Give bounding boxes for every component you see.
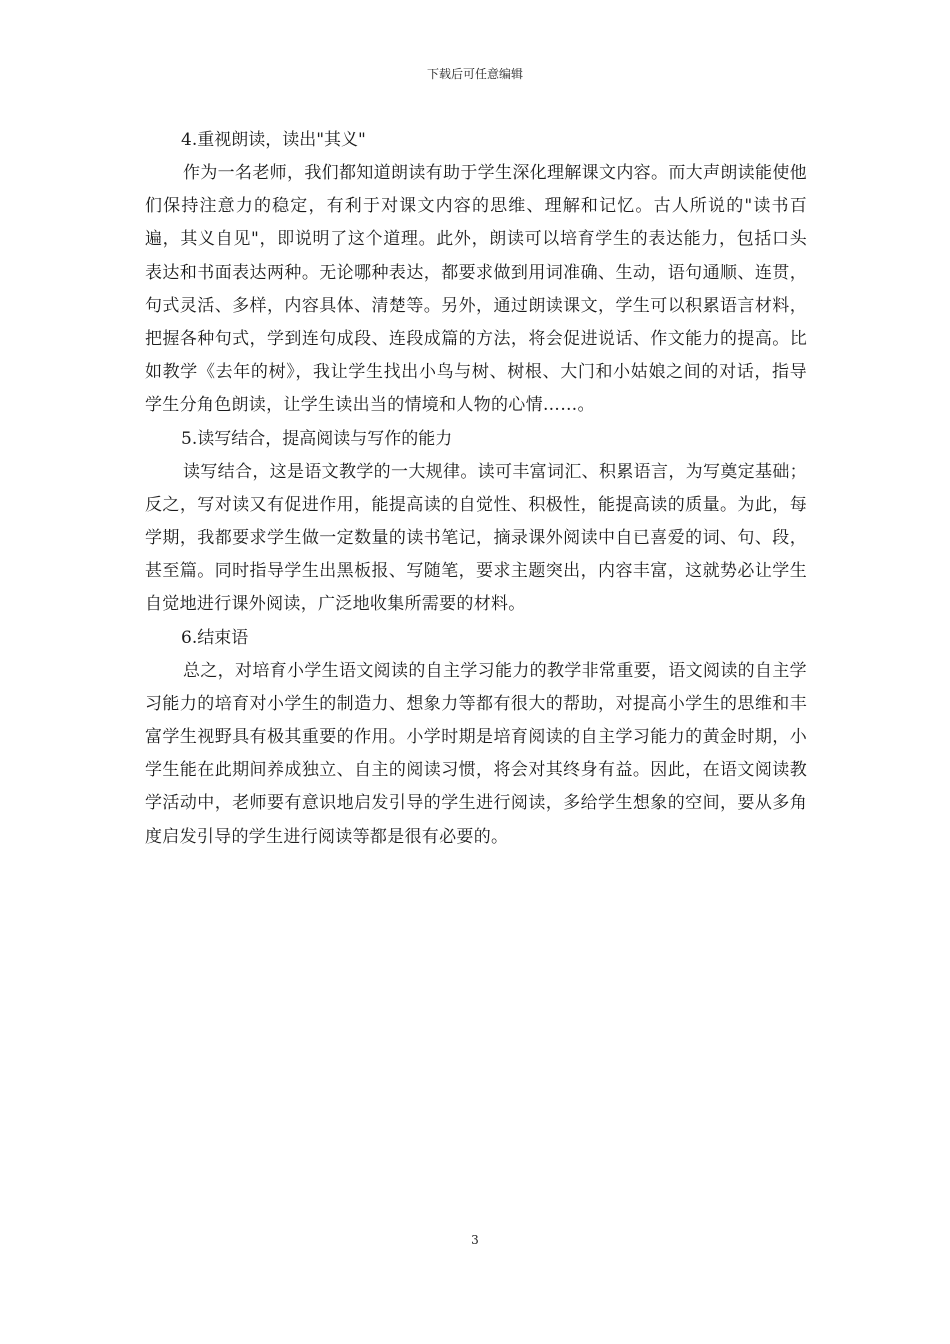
section-heading: 4.重视朗读，读出"其义"	[181, 130, 366, 150]
document-body	[145, 124, 807, 854]
section-paragraph: 总之，对培育小学生语文阅读的自主学习能力的教学非常重要，语文阅读的自主学习能力的培育对小学生的制造力、想象力等都有很大的帮助，对提高小学生的思维和丰富学生视野具有极其重要的作用。小学时期是培育阅读的自主学习能力的黄金时期，小学生能在此期间养成独立、自主的阅读习惯，将会对其终身有益。因此，在语文阅读教学活动中，老师要有意识地启发引导的学生进行阅读，多给学生想象的空间，要从多角度启发引导的学生进行阅读等都是很有必要的。	[145, 660, 807, 847]
section-5	[145, 423, 807, 622]
section-heading: 5.读写结合，提高阅读与写作的能力	[181, 428, 453, 449]
section-heading: 6.结束语	[181, 627, 249, 648]
page-number: 3	[471, 1233, 479, 1247]
section-paragraph: 读写结合，这是语文教学的一大规律。读可丰富词汇、积累语言，为写奠定基础；反之，写对读又有促进作用，能提高读的自觉性、积极性，能提高读的质量。为此，每学期，我都要求学生做一定数量的读书笔记，摘录课外阅读中自已喜爱的词、句、段，甚至篇。同时指导学生出黑板报、写随笔，要求主题突出，内容丰富，这就势必让学生自觉地进行课外阅读，广泛地收集所需要的材料。	[145, 461, 807, 615]
section-4	[145, 124, 807, 423]
page-header: 下载后可任意编辑	[426, 67, 523, 81]
section-6	[145, 622, 807, 854]
section-paragraph: 作为一名老师，我们都知道朗读有助于学生深化理解课文内容。而大声朗读能使他们保持注意力的稳定，有利于对课文内容的思维、理解和记忆。古人所说的"读书百遍，其义自见"，即说明了这个道理。此外，朗读可以培育学生的表达能力，包括口头表达和书面表达两种。无论哪种表达，都要求做到用词准确、生动，语句通顺、连贯，句式灵活、多样，内容具体、清楚等。另外，通过朗读课文，学生可以积累语言材料，把握各种句式，学到连句成段、连段成篇的方法，将会促进说话、作文能力的提高。比如教学《去年的树》，我让学生找出小鸟与树、树根、大门和小姑娘之间的对话，指导学生分角色朗读，让学生读出当的情境和人物的心情……。	[145, 163, 807, 416]
